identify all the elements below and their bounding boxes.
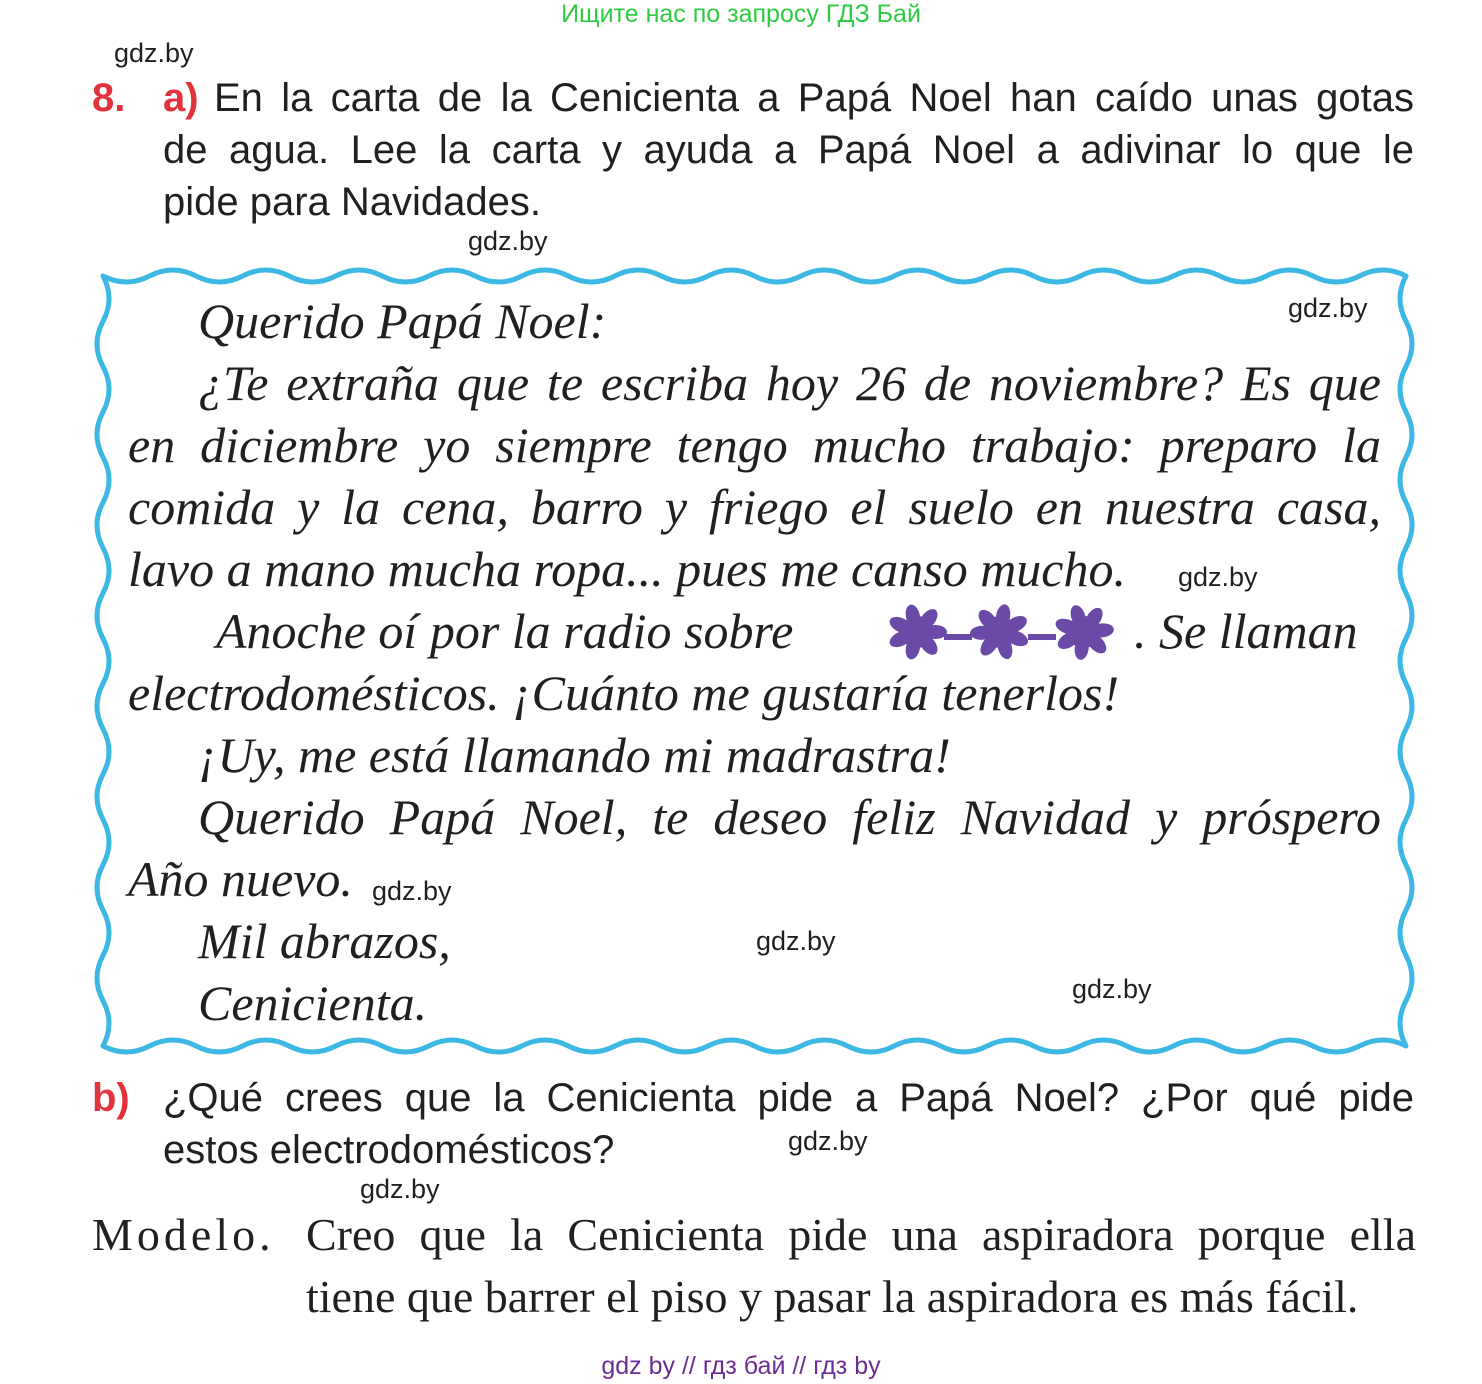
part-a-label: a) xyxy=(163,76,199,120)
modelo-label: Modelo. xyxy=(92,1209,275,1260)
letter-greeting: Querido Papá Noel: xyxy=(198,293,607,349)
modelo-line: tiene que barrer el piso y pasar la aspiradora es más fácil. xyxy=(306,1271,1359,1322)
footer-links: gdz by // гдз бай // гдз by xyxy=(601,1352,881,1380)
letter-line: ¡Uy, me está llamando mi madrastra! xyxy=(198,727,951,783)
watermark: gdz.by xyxy=(468,226,548,256)
letter-signature: Cenicienta. xyxy=(198,975,428,1031)
watermark: gdz.by xyxy=(1178,562,1258,592)
watermark: gdz.by xyxy=(788,1126,868,1156)
letter-line: lavo a mano mucha ropa... pues me canso mucho. xyxy=(128,541,1126,597)
letter-line: comida y la cena, barro y friego el suelo en nuestra casa, xyxy=(128,479,1381,535)
blot-dash xyxy=(944,634,972,640)
modelo-line: Creo que la Cenicienta pide una aspiradora porque ella xyxy=(306,1209,1416,1260)
watermark: gdz.by xyxy=(360,1174,440,1204)
exercise-number: 8. xyxy=(92,76,126,120)
watermark: gdz.by xyxy=(1072,974,1152,1004)
letter-line: electrodomésticos. ¡Cuánto me gustaría tenerlos! xyxy=(128,665,1120,721)
letter-line: Anoche oí por la radio sobre xyxy=(216,603,794,659)
blot-dash xyxy=(1028,634,1056,640)
top-banner: Ищите нас по запросу ГДЗ Бай xyxy=(561,0,921,28)
letter-line: en diciembre yo siempre tengo mucho trabajo: preparo la xyxy=(128,417,1381,473)
part-b-line: estos electrodomésticos? xyxy=(163,1128,615,1172)
letter-line: . Se llaman xyxy=(1134,603,1358,659)
letter-line: Querido Papá Noel, te deseo feliz Navidad y próspero xyxy=(198,789,1381,845)
part-a-line: pide para Navidades. xyxy=(163,180,542,224)
part-b-label: b) xyxy=(92,1076,130,1120)
watermark: gdz.by xyxy=(1288,293,1368,323)
watermark: gdz.by xyxy=(114,38,194,68)
watermark: gdz.by xyxy=(372,876,452,906)
water-drop-blot-icon xyxy=(872,600,1142,668)
part-a-line: En la carta de la Cenicienta a Papá Noel han caído unas gotas xyxy=(214,76,1414,120)
letter-closing: Mil abrazos, xyxy=(198,913,451,969)
watermark: gdz.by xyxy=(756,926,836,956)
letter-line: Año nuevo. xyxy=(128,851,353,907)
letter-line: ¿Te extraña que te escriba hoy 26 de noviembre? Es que xyxy=(198,355,1381,411)
part-a-line: de agua. Lee la carta y ayuda a Papá Noel a adivinar lo que le xyxy=(163,128,1414,172)
part-b-line: ¿Qué crees que la Cenicienta pide a Papá Noel? ¿Por qué pide xyxy=(163,1076,1414,1120)
